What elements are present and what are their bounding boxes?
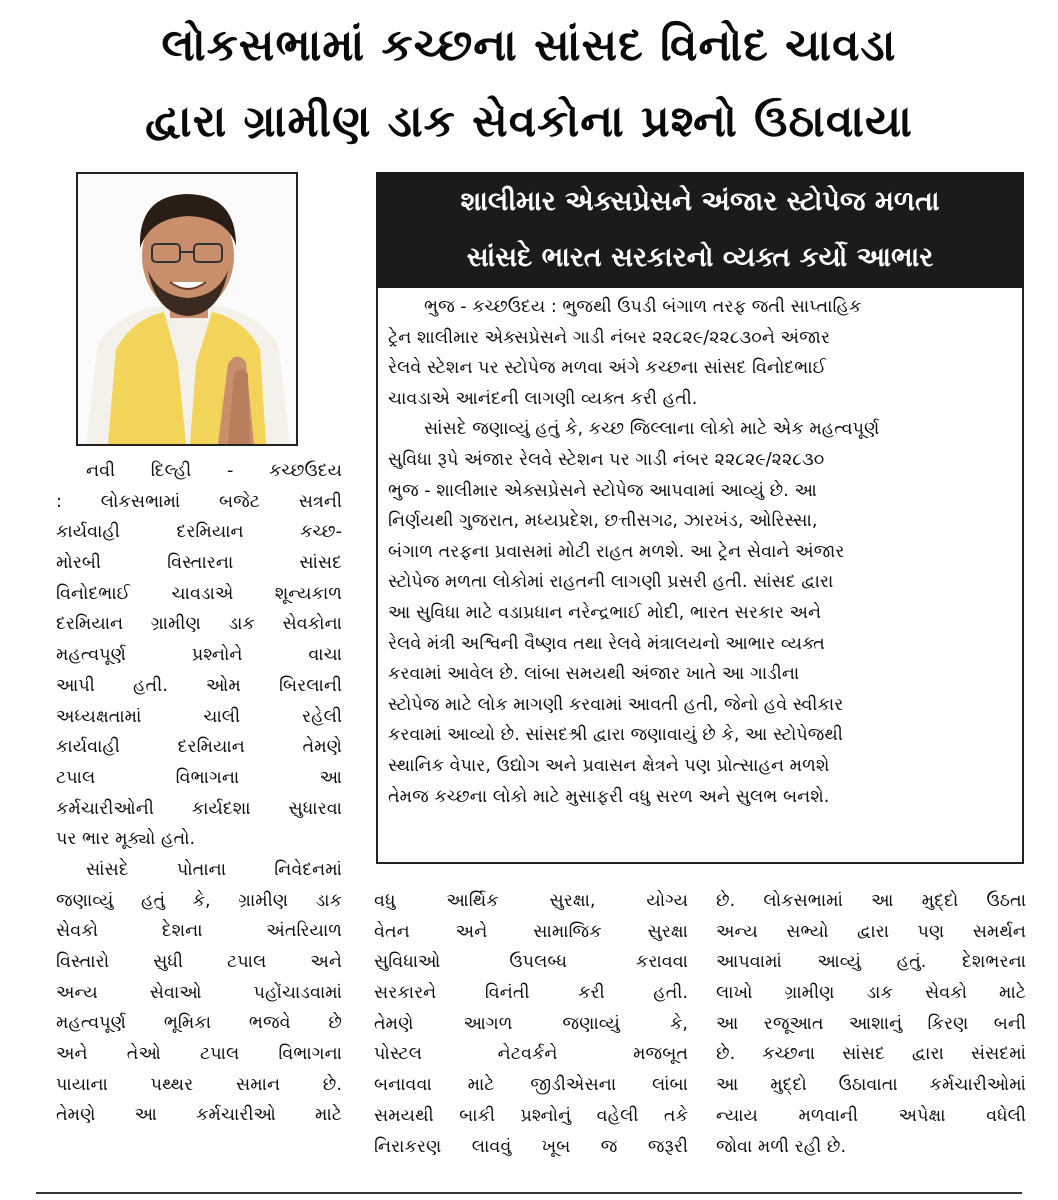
column-2-paragraph [374,886,688,1162]
text-line: જણાવ્યું હતું કે, ગ્રામીણ ડાક [56,890,342,911]
text-line: ટ્રેન શાલીમાર એક્સપ્રેસને ગાડી નંબર ૨૨૮૨૯/૨૨૮૩૦ને અંજાર [388,327,830,348]
text-line: આ મુદ્દો ઉઠાવાતા કર્મચારીઓમાં [716,1075,1026,1096]
text-line: કાર્યવાહી દરમિયાન તેમણે [56,737,342,758]
bottom-divider [36,1192,1022,1194]
text-line: સાંસદે જણાવ્યું હતું કે, કચ્છ જિલ્લાના લોકો માટે એક મહત્વપૂર્ણ [424,419,880,440]
headline-line-1: લોકસભામાં કચ્છના સાંસદ વિનોદ ચાવડા [161,20,897,71]
text-line: : લોકસભામાં બજેટ સત્રની [56,491,342,512]
text-line: લાખો ગ્રામીણ ડાક સેવકો માટે [716,983,1026,1004]
column-3-paragraph [716,886,1026,1162]
text-line: દરમિયાન ગ્રામીણ ડાક સેવકોના [56,614,342,635]
sidebox-paragraph-2 [388,414,1012,812]
sidebox-title-line-1: શાલીમાર એક્સપ્રેસને અંજાર સ્ટોપેજ મળતા [460,186,940,217]
text-line: પર ભાર મૂક્યો હતો. [56,829,196,850]
sidebox-title-line-2: સાંસદે ભારત સરકારનો વ્યક્ત કર્યો આભાર [466,242,934,273]
text-line: સાંસદે પોતાના નિવેદનમાં [86,859,342,880]
text-line: વેતન અને સામાજિક સુરક્ષા [374,921,688,942]
text-line: નિર્ણયથી ગુજરાત, મધ્યપ્રદેશ, છત્તીસગઢ, ઝારખંડ, ઓરિસ્સા, [388,511,818,532]
text-line: ભુજ - કચ્છઉદય : ભુજથી ઉપડી બંગાળ તરફ જતી સાપ્તાહિક [424,297,862,317]
text-line: આપી હતી. ઓમ બિરલાની [56,675,342,696]
text-line: બનાવવા માટે જીડીએસના લાંબા [374,1075,688,1096]
text-line: રેલવે સ્ટેશન પર સ્ટોપેજ મળવા અંગે કચ્છના સાંસદ વિનોદભાઈ [388,358,827,379]
text-line: જોવા મળી રહી છે. [716,1136,847,1157]
text-line: નિરાકરણ લાવવું ખૂબ જ જરૂરી [374,1136,688,1157]
sidebox-title [376,172,1024,288]
text-line: કર્મચારીઓની કાર્યદશા સુધારવા [56,798,342,819]
article-column-3 [716,886,1026,1162]
headline [20,8,1038,160]
sidebox-paragraph-1 [388,292,1012,414]
sidebox-body [376,288,1024,864]
text-line: અન્ય સભ્યો દ્વારા પણ સમર્થન [716,921,1026,942]
text-line: ચાવડાએ આનંદની લાગણી વ્યક્ત કરી હતી. [388,388,698,409]
text-line: તેમજ કચ્છના લોકો માટે મુસાફરી વધુ સરળ અને સુલભ બનશે. [388,786,830,807]
article-column-2 [374,886,688,1162]
text-line: સુવિધાઓ ઉપલબ્ધ કરાવવા [374,952,688,973]
text-line: સરકારને વિનંતી કરી હતી. [374,983,688,1004]
column-1-paragraph-1 [56,456,342,855]
text-line: ટપાલ વિભાગના આ [56,767,342,788]
text-line: સ્ટોપેજ માટે લોક માગણી કરવામાં આવતી હતી, જેનો હવે સ્વીકાર [388,694,844,715]
text-line: કરવામાં આવ્યો છે. સાંસદશ્રી દ્વારા જણાવાયું છે કે, આ સ્ટોપેજથી [388,725,843,746]
text-line: છે. લોકસભામાં આ મુદ્દો ઉઠતા [716,891,1026,911]
text-line: આ સુવિધા માટે વડાપ્રધાન નરેન્દ્રભાઈ મોદી, ભારત સરકાર અને [388,602,822,623]
mp-portrait-image [78,174,296,444]
text-line: અધ્યક્ષતામાં ચાલી રહેલી [56,706,342,727]
text-line: મહત્વપૂર્ણ ભૂમિકા ભજવે છે [56,1013,342,1034]
text-line: અન્ય સેવાઓ પહોંચાડવામાં [56,982,342,1003]
text-line: પોસ્ટલ નેટવર્કને મજબૂત [374,1044,688,1065]
column-1-paragraph-2 [56,855,342,1131]
text-line: નવી દિલ્હી - કચ્છઉદય [86,461,342,481]
text-line: ભુજ - શાલીમાર એક્સપ્રેસને સ્ટોપેજ આપવામાં આવ્યું છે. આ [388,480,817,501]
text-line: તેમણે આ કર્મચારીઓ માટે [56,1105,342,1126]
text-line: કરવામાં આવેલ છે. લાંબા સમયથી અંજાર ખાતે આ ગાડીના [388,664,800,685]
text-line: છે. કચ્છના સાંસદ દ્વારા સંસદમાં [716,1044,1026,1065]
text-line: વિસ્તારો સુધી ટપાલ અને [56,952,342,972]
mp-photo [76,172,298,446]
text-line: અને તેઓ ટપાલ વિભાગના [56,1044,342,1065]
text-line: સેવકો દેશના અંતરિયાળ [56,921,342,942]
text-line: કાર્યવાહી દરમિયાન કચ્છ- [56,522,342,543]
text-line: ન્યાય મળવાની અપેક્ષા વધેલી [716,1105,1026,1126]
text-line: સ્ટોપેજ મળતા લોકોમાં રાહતની લાગણી પ્રસરી હતી. સાંસદ દ્વારા [388,572,834,593]
text-line: સુવિધા રૂપે અંજાર રેલવે સ્ટેશન પર ગાડી નંબર ૨૨૮૨૯/૨૨૮૩૦ [388,449,825,470]
headline-line-2: દ્વારા ગ્રામીણ ડાક સેવકોના પ્રશ્નો ઉઠાવાયા [145,96,913,147]
text-line: વધુ આર્થિક સુરક્ષા, યોગ્ય [374,891,688,911]
text-line: સમયથી બાકી પ્રશ્નોનું વહેલી તકે [374,1105,688,1126]
text-line: આ રજૂઆત આશાનું કિરણ બની [716,1013,1026,1034]
text-line: સ્થાનિક વેપાર, ઉદ્યોગ અને પ્રવાસન ક્ષેત્રને પણ પ્રોત્સાહન મળશે [388,755,830,776]
text-line: આપવામાં આવ્યું હતું. દેશભરના [716,952,1026,973]
article-column-1 [56,456,342,1131]
text-line: મોરબી વિસ્તારના સાંસદ [56,553,342,574]
text-line: મહત્વપૂર્ણ પ્રશ્નોને વાચા [56,645,342,666]
text-line: તેમણે આગળ જણાવ્યું કે, [374,1013,688,1034]
text-line: વિનોદભાઈ ચાવડાએ શૂન્યકાળ [56,583,342,604]
text-line: બંગાળ તરફના પ્રવાસમાં મોટી રાહત મળશે. આ ટ્રેન સેવાને અંજાર [388,541,845,562]
text-line: પાયાના પથ્થર સમાન છે. [56,1074,342,1095]
text-line: રેલવે મંત્રી અશ્વિની વૈષ્ણવ તથા રેલવે મંત્રાલયનો આભાર વ્યક્ત [388,633,825,654]
